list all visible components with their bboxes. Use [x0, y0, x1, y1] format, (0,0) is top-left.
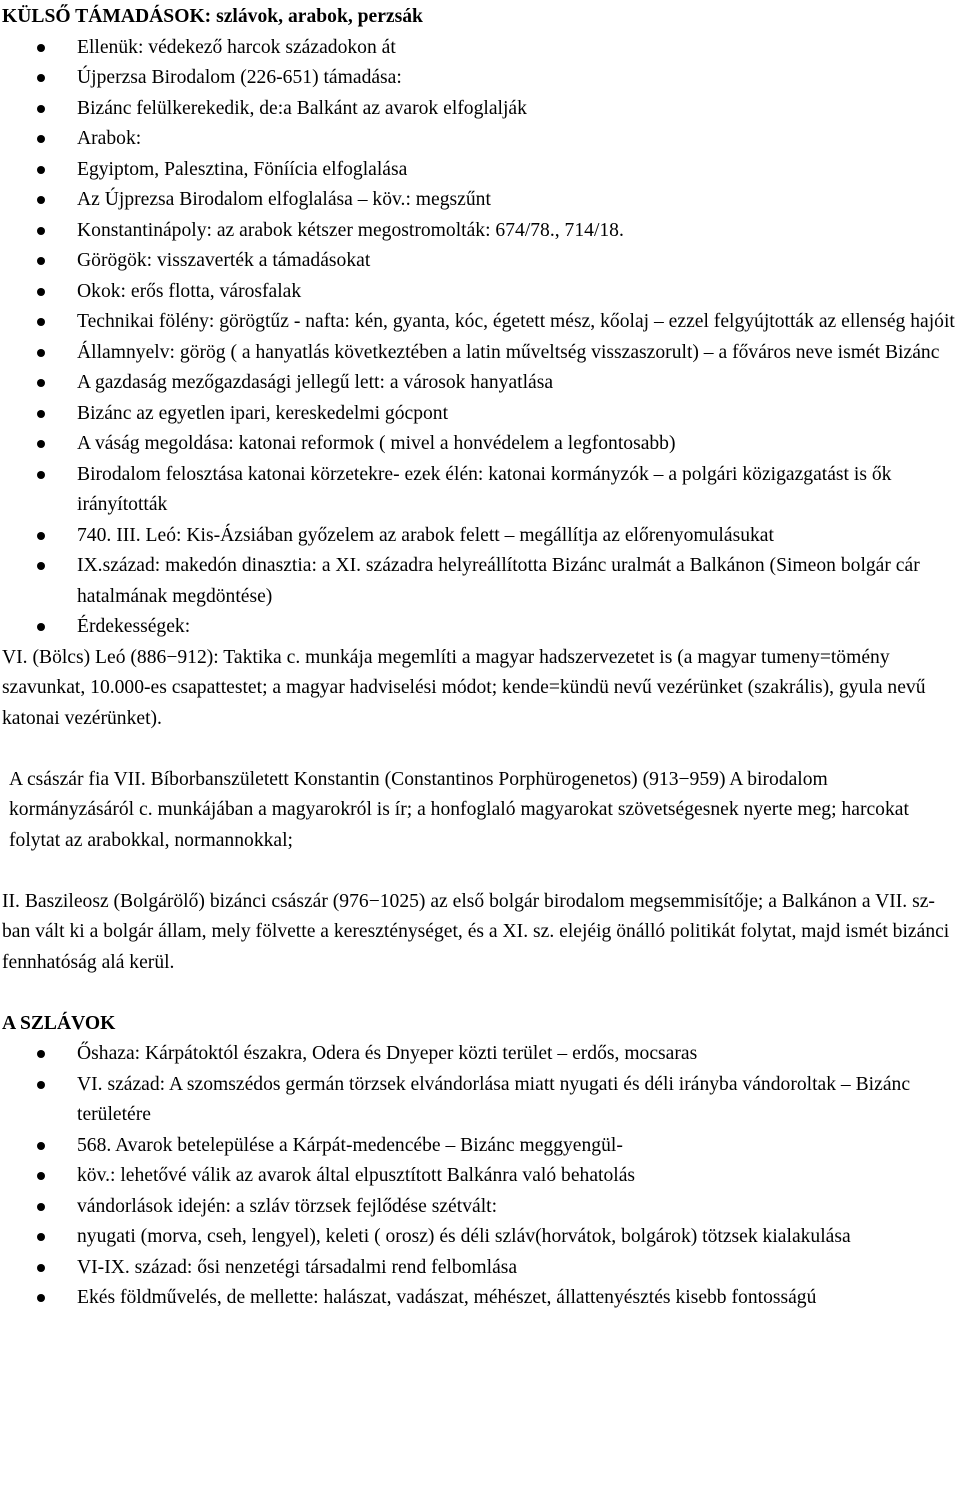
list-item: Egyiptom, Palesztina, Föníícia elfoglalása — [0, 155, 960, 186]
list-item: Technikai fölény: görögtűz - nafta: kén, gyanta, kóc, égetett mész, kőolaj – ezzel felgyújtották az ellenség hajóit — [0, 307, 960, 338]
list-item: Konstantinápoly: az arabok kétszer megostromolták: 674/78., 714/18. — [0, 216, 960, 247]
list-item: Érdekességek: — [0, 612, 960, 643]
section-heading-kulso-tamadasok: KÜLSŐ TÁMADÁSOK: szlávok, arabok, perzsák — [2, 6, 423, 27]
paragraph-konstantin: A császár fia VII. Bíborbanszületett Konstantin (Constantinos Porphürogenetos) (913−959) A birodalom kormányzásáról c. munkájában a magyarokról is ír; a honfoglaló magyarokat szövetségesnek nyerte meg; harcokat folytat az arabokkal, normannokkal; — [9, 768, 909, 851]
section-heading-szlavok: A SZLÁVOK — [2, 1012, 116, 1034]
paragraph-leo: VI. (Bölcs) Leó (886−912): Taktika c. munkája megemlíti a magyar hadszervezetet is (a magyar tumeny=tömény szavunkat, 10.000-es csapattestet; a magyar hadviselési módot; kende=kündü nevű vezérünket (szakrális), gyula nevű katonai vezérünket). — [2, 646, 926, 729]
list-item: VI. század: A szomszédos germán törzsek elvándorlása miatt nyugati és déli irányba vándoroltak – Bizánc területére — [0, 1070, 960, 1131]
list-item: nyugati (morva, cseh, lengyel), keleti ( orosz) és déli szláv(horvátok, bolgárok) tötzsek kialakulása — [0, 1222, 960, 1253]
list-item: 740. III. Leó: Kis-Ázsiában győzelem az arabok felett – megállítja az előrenyomulásukat — [0, 521, 960, 552]
list-item: Arabok: — [0, 124, 960, 155]
list-item: Görögök: visszaverték a támadásokat — [0, 246, 960, 277]
paragraph-baszileosz: II. Baszileosz (Bolgárölő) bizánci császár (976−1025) az első bolgár birodalom megsemmisítője; a Balkánon a VII. sz-ban vált ki a bolgár állam, mely fölvette a kereszténységet, és a XI. sz. elejéig önálló politikát folytat, majd ismét bizánci fennhatóság alá kerül. — [2, 890, 950, 973]
list-item: A gazdaság mezőgazdasági jellegű lett: a városok hanyatlása — [0, 368, 960, 399]
bullet-list-kulso-tamadasok — [0, 33, 960, 643]
blank-line — [0, 856, 960, 887]
list-item: A váság megoldása: katonai reformok ( mivel a honvédelem a legfontosabb) — [0, 429, 960, 460]
list-item: Őshaza: Kárpátoktól északra, Odera és Dnyeper közti terület – erdős, mocsaras — [0, 1039, 960, 1070]
list-item: VI-IX. század: ősi nenzetégi társadalmi rend felbomlása — [0, 1253, 960, 1284]
list-item: köv.: lehetővé válik az avarok által elpusztított Balkánra való behatolás — [0, 1161, 960, 1192]
list-item: Ekés földművelés, de mellette: halászat, vadászat, méhészet, állattenyésztés kisebb fontosságú — [0, 1283, 960, 1314]
list-item: Bizánc az egyetlen ipari, kereskedelmi gócpont — [0, 399, 960, 430]
list-item: Az Újprezsa Birodalom elfoglalása – köv.: megszűnt — [0, 185, 960, 216]
list-item: Birodalom felosztása katonai körzetekre- ezek élén: katonai kormányzók – a polgári közigazgatást is ők irányították — [0, 460, 960, 521]
list-item: 568. Avarok betelepülése a Kárpát-medencébe – Bizánc meggyengül- — [0, 1131, 960, 1162]
list-item: Ellenük: védekező harcok századokon át — [0, 33, 960, 64]
list-item: IX.század: makedón dinasztia: a XI. századra helyreállította Bizánc uralmát a Balkánon (Simeon bolgár cár hatalmának megdöntése) — [0, 551, 960, 612]
bullet-list-szlavok — [0, 1039, 960, 1314]
list-item: vándorlások idején: a szláv törzsek fejlődése szétvált: — [0, 1192, 960, 1223]
blank-line — [0, 978, 960, 1009]
list-item: Okok: erős flotta, városfalak — [0, 277, 960, 308]
list-item: Újperzsa Birodalom (226-651) támadása: — [0, 63, 960, 94]
list-item: Államnyelv: görög ( a hanyatlás következtében a latin műveltség visszaszorult) – a főváros neve ismét Bizánc — [0, 338, 960, 369]
list-item: Bizánc felülkerekedik, de:a Balkánt az avarok elfoglalják — [0, 94, 960, 125]
blank-line — [0, 734, 960, 765]
